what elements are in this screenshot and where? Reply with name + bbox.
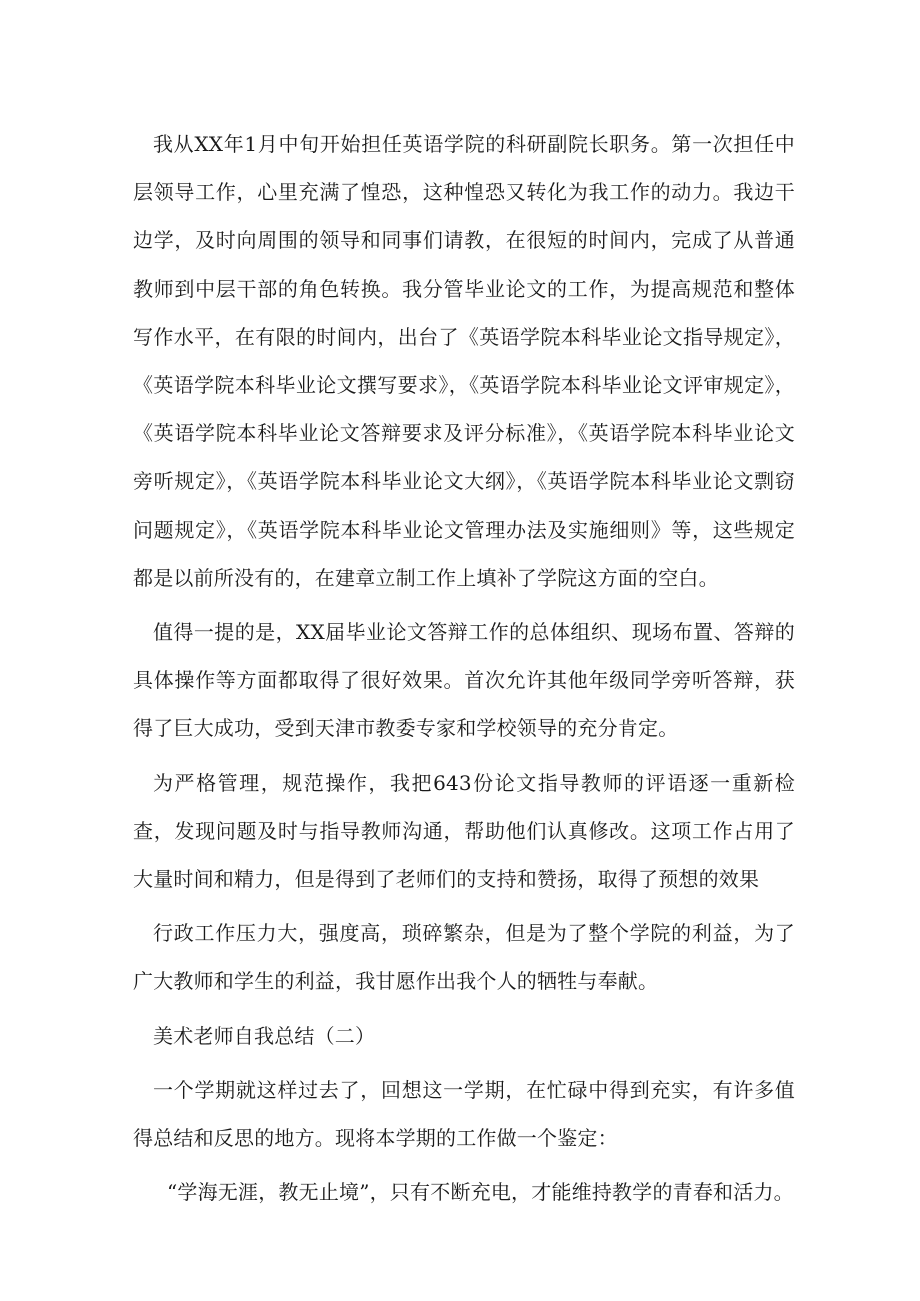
paragraph-thesis-defense: 值得一提的是，XX届毕业论文答辩工作的总体组织、现场布置、答辩的具体操作等方面都取得了很好效果。首次允许其他年级同学旁听答辩，获得了巨大成功，受到天津市教委专家和学校领导的充分肯定。: [133, 620, 795, 741]
paragraph-review-comments: 为严格管理，规范操作，我把643份论文指导教师的评语逐一重新检查，发现问题及时与指导教师沟通，帮助他们认真修改。这项工作占用了大量时间和精力，但是得到了老师们的支持和赞扬，取得了预想的效果: [133, 770, 795, 892]
paragraph-quote: “学海无涯，教无止境”，只有不断充电，才能维持教学的青春和活力。: [167, 1180, 794, 1205]
document-body: [133, 120, 795, 1222]
paragraph-admin-pressure: 行政工作压力大，强度高，琐碎繁杂，但是为了整个学院的利益，为了广大教师和学生的利益，我甘愿作出我个人的牺牲与奉献。: [133, 921, 795, 994]
section-heading: 美术老师自我总结（二）: [153, 1023, 376, 1048]
paragraph-semester-summary: 一个学期就这样过去了，回想这一学期，在忙碌中得到充实，有许多值得总结和反思的地方。现将本学期的工作做一个鉴定：: [133, 1077, 795, 1151]
paragraph-research-duties: 我从XX年1月中旬开始担任英语学院的科研副院长职务。第一次担任中层领导工作，心里充满了惶恐，这种惶恐又转化为我工作的动力。我边干边学，及时向周围的领导和同事们请教，在很短的时间内，完成了从普通教师到中层干部的角色转换。我分管毕业论文的工作，为提高规范和整体写作水平，在有限的时间内，出台了《英语学院本科毕业论文指导规定》，《英语学院本科毕业论文撰写要求》，《英语学院本科毕业论文评审规定》，《英语学院本科毕业论文答辩要求及评分标准》，《英语学院本科毕业论文旁听规定》，《英语学院本科毕业论文大纲》，《英语学院本科毕业论文剽窃问题规定》，《英语学院本科毕业论文管理办法及实施细则》等，这些规定都是以前所没有的，在建章立制工作上填补了学院这方面的空白。: [133, 132, 795, 590]
